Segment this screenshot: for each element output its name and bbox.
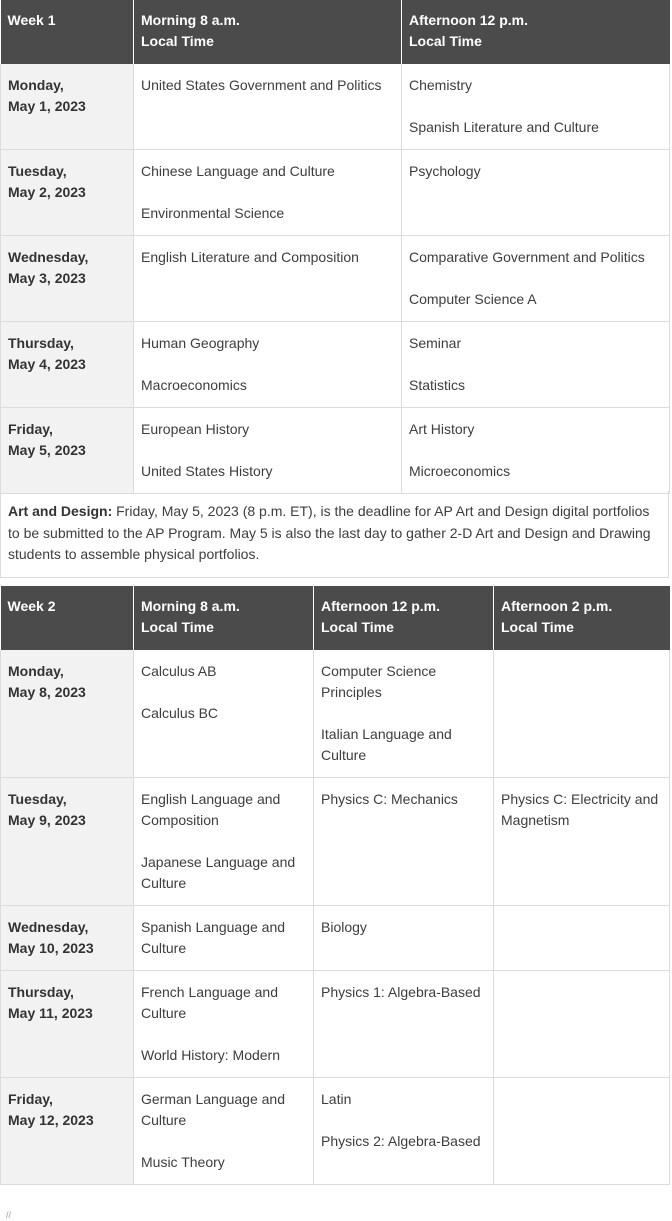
exam-name: Music Theory: [141, 1154, 225, 1170]
morning-cell: [134, 150, 402, 236]
exam-name: Human Geography: [141, 335, 260, 351]
exam-name: Macroeconomics: [141, 377, 247, 393]
week2-schedule-table: [0, 586, 670, 1185]
exam-name: English Language and Composition: [141, 791, 281, 828]
header-line2: Local Time: [501, 619, 574, 635]
exam-name: Physics 2: Algebra-Based: [321, 1133, 481, 1149]
exam-name: Physics 1: Algebra-Based: [321, 984, 481, 1000]
week1-header-row: [1, 0, 670, 64]
afternoon-12-cell: [314, 1078, 494, 1185]
morning-cell: [134, 971, 314, 1078]
week2-row: [1, 906, 670, 971]
note-label: Art and Design:: [8, 503, 113, 519]
afternoon-2-cell: [494, 650, 670, 778]
day-cell: [1, 236, 134, 322]
exam-name: Environmental Science: [141, 205, 285, 221]
exam-name: Calculus BC: [141, 705, 219, 721]
day-name: Tuesday,: [8, 791, 67, 807]
header-line1: Week 2: [7, 598, 56, 614]
day-date: May 8, 2023: [8, 684, 86, 700]
header-line1: Afternoon 12 p.m.: [409, 12, 529, 28]
exam-name: Biology: [321, 919, 367, 935]
afternoon-12-cell: [314, 650, 494, 778]
week2-row: [1, 1078, 670, 1185]
stray-mark: //: [6, 1210, 12, 1220]
afternoon-cell: [402, 408, 670, 494]
day-cell: [1, 778, 134, 906]
exam-name: Seminar: [409, 335, 462, 351]
art-design-note: [0, 491, 669, 578]
week2-row: [1, 778, 670, 906]
day-cell: [1, 1078, 134, 1185]
morning-cell: [134, 1078, 314, 1185]
morning-cell: [134, 778, 314, 906]
afternoon-cell: [402, 236, 670, 322]
header-line1: Morning 8 a.m.: [141, 598, 240, 614]
day-cell: [1, 408, 134, 494]
header-line1: Afternoon 2 p.m.: [501, 598, 613, 614]
week2-body: [1, 650, 670, 1185]
exam-name: Spanish Language and Culture: [141, 919, 286, 956]
header-line2: Local Time: [409, 33, 482, 49]
day-name: Tuesday,: [8, 163, 67, 179]
exam-name: Chinese Language and Culture: [141, 163, 335, 179]
exam-name: Spanish Literature and Culture: [409, 119, 599, 135]
header-line2: Local Time: [321, 619, 394, 635]
week2-header-week: [1, 586, 134, 650]
day-cell: [1, 64, 134, 150]
exam-name: Physics C: Electricity and Magnetism: [501, 791, 659, 828]
exam-name: Computer Science Principles: [321, 663, 437, 700]
header-line1: Morning 8 a.m.: [141, 12, 240, 28]
exam-name: Comparative Government and Politics: [409, 249, 645, 265]
exam-name: Latin: [321, 1091, 352, 1107]
exam-name: Japanese Language and Culture: [141, 854, 296, 891]
day-name: Thursday,: [8, 335, 74, 351]
exam-name: Art History: [409, 421, 475, 437]
afternoon-12-cell: [314, 971, 494, 1078]
afternoon-2-cell: [494, 906, 670, 971]
day-date: May 9, 2023: [8, 812, 86, 828]
afternoon-cell: [402, 150, 670, 236]
exam-name: United States Government and Politics: [141, 77, 382, 93]
exam-name: Psychology: [409, 163, 481, 179]
morning-cell: [134, 64, 402, 150]
morning-cell: [134, 906, 314, 971]
exam-name: Physics C: Mechanics: [321, 791, 458, 807]
exam-name: Chemistry: [409, 77, 473, 93]
header-line1: Afternoon 12 p.m.: [321, 598, 441, 614]
day-cell: [1, 906, 134, 971]
day-cell: [1, 322, 134, 408]
week1-header-afternoon: [402, 0, 670, 64]
week2-header-morning: [134, 586, 314, 650]
day-date: May 11, 2023: [8, 1005, 93, 1021]
morning-cell: [134, 236, 402, 322]
week1-row: [1, 322, 670, 408]
exam-name: German Language and Culture: [141, 1091, 285, 1128]
exam-name: European History: [141, 421, 250, 437]
day-date: May 2, 2023: [8, 184, 86, 200]
week1-row: [1, 236, 670, 322]
week1-row: [1, 150, 670, 236]
exam-name: Italian Language and Culture: [321, 726, 452, 763]
exam-name: Statistics: [409, 377, 466, 393]
day-cell: [1, 650, 134, 778]
exam-name: French Language and Culture: [141, 984, 278, 1021]
afternoon-cell: [402, 64, 670, 150]
day-date: May 12, 2023: [8, 1112, 94, 1128]
week2-header-afternoon-2: [494, 586, 670, 650]
afternoon-cell: [402, 322, 670, 408]
exam-name: Computer Science A: [409, 291, 537, 307]
day-date: May 1, 2023: [8, 98, 86, 114]
week1-schedule-table: [0, 0, 670, 494]
week1-header-morning: [134, 0, 402, 64]
afternoon-12-cell: [314, 778, 494, 906]
afternoon-12-cell: [314, 906, 494, 971]
exam-name: Microeconomics: [409, 463, 511, 479]
day-date: May 3, 2023: [8, 270, 86, 286]
header-line2: Local Time: [141, 33, 214, 49]
afternoon-2-cell: [494, 778, 670, 906]
day-name: Monday,: [8, 663, 64, 679]
exam-name: World History: Modern: [141, 1047, 281, 1063]
week2-header-row: [1, 586, 670, 650]
week1-header-week: [1, 0, 134, 64]
header-line2: Local Time: [141, 619, 214, 635]
day-date: May 5, 2023: [8, 442, 86, 458]
day-name: Wednesday,: [8, 919, 89, 935]
week2-header-afternoon-12: [314, 586, 494, 650]
day-cell: [1, 971, 134, 1078]
morning-cell: [134, 650, 314, 778]
exam-name: English Literature and Composition: [141, 249, 359, 265]
header-line1: Week 1: [7, 12, 56, 28]
exam-name: Calculus AB: [141, 663, 217, 679]
week1-row: [1, 64, 670, 150]
afternoon-2-cell: [494, 971, 670, 1078]
day-name: Friday,: [8, 1091, 53, 1107]
note-text: Friday, May 5, 2023 (8 p.m. ET), is the deadline for AP Art and Design digital portfolios to be submitted to the AP Program. May 5 is also the last day to gather 2-D Art and Design and Drawing students to assemble physical portfolios.: [8, 503, 651, 562]
day-name: Friday,: [8, 421, 53, 437]
morning-cell: [134, 322, 402, 408]
morning-cell: [134, 408, 402, 494]
exam-name: United States History: [141, 463, 273, 479]
day-name: Monday,: [8, 77, 64, 93]
week1-body: [1, 64, 670, 494]
day-date: May 10, 2023: [8, 940, 94, 956]
week2-row: [1, 650, 670, 778]
day-date: May 4, 2023: [8, 356, 86, 372]
week2-row: [1, 971, 670, 1078]
week1-row: [1, 408, 670, 494]
afternoon-2-cell: [494, 1078, 670, 1185]
day-cell: [1, 150, 134, 236]
day-name: Thursday,: [8, 984, 74, 1000]
day-name: Wednesday,: [8, 249, 89, 265]
